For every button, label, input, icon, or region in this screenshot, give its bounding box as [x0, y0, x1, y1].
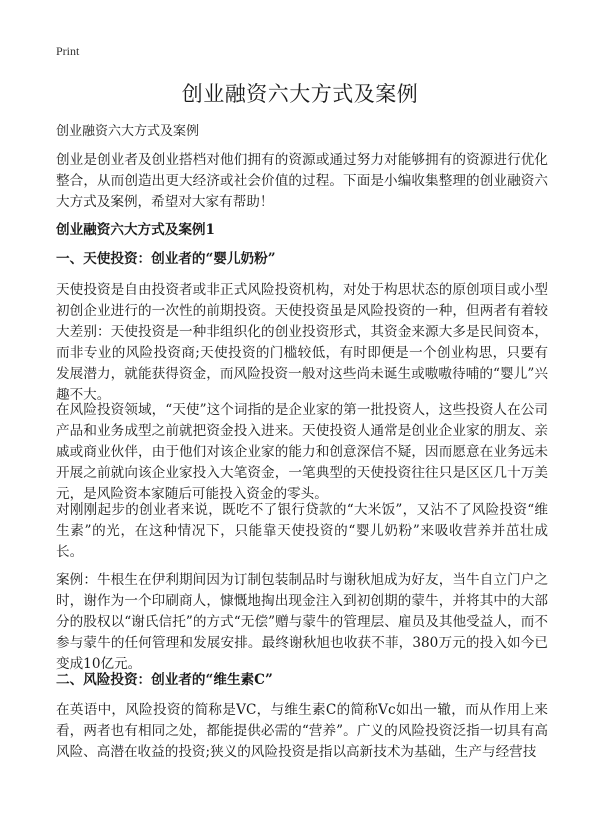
vc-paragraph-1: 在英语中，风险投资的简称是VC，与维生素C的简称Vc如出一辙，而从作用上来看，两者也有相同之处，都能提供必需的“营养”。广义的风险投资泛指一切具有高风险、高潜在收益的投资;狭义的风险投资是指以高新技术为基础，生产与经营技 — [56, 702, 548, 760]
section-heading-vc: 二、风险投资：创业者的“维生素C” — [56, 672, 273, 688]
angel-paragraph-3: 对刚刚起步的创业者来说，既吃不了银行贷款的“大米饭”，又沾不了风险投资“维生素”的光，在这种情况下，只能靠天使投资的“婴儿奶粉”来吸收营养并茁壮成长。 — [56, 502, 548, 560]
angel-case-paragraph: 案例：牛根生在伊利期间因为订制包装制品时与谢秋旭成为好友，当牛自立门户之时，谢作为一个印刷商人，慷慨地掏出现金注入到初创期的蒙牛，并将其中的大部分的股权以“谢氏信托”的方式“无偿”赠与蒙牛的管理层、雇员及其他受益人，而不参与蒙牛的任何管理和发展安排。最终谢秋旭也收获不菲，380万元的投入如今已变成10亿元。 — [56, 572, 548, 672]
section-heading-angel: 一、天使投资：创业者的“婴儿奶粉” — [56, 251, 276, 267]
angel-paragraph-2: 在风险投资领域，“天使”这个词指的是企业家的第一批投资人，这些投资人在公司产品和业务成型之前就把资金投入进来。天使投资人通常是创业企业家的朋友、亲戚或商业伙伴，由于他们对该企业家的能力和创意深信不疑，因而愿意在业务远未开展之前就向该企业家投入大笔资金，一笔典型的天使投资往往只是区区几十万美元，是风险资本家随后可能投入资金的零头。 — [56, 402, 548, 502]
print-label[interactable]: Print — [56, 44, 80, 58]
document-subtitle: 创业融资六大方式及案例 — [56, 124, 200, 139]
case-heading: 创业融资六大方式及案例1 — [56, 222, 215, 238]
angel-paragraph-1: 天使投资是自由投资者或非正式风险投资机构，对处于构思状态的原创项目或小型初创企业进行的一次性的前期投资。天使投资虽是风险投资的一种，但两者有着较大差别：天使投资是一种非组织化的创业投资形式，其资金来源大多是民间资本，而非专业的风险投资商;天使投资的门槛较低，有时即便是一个创业构思，只要有发展潜力，就能获得资金，而风险投资一般对这些尚未诞生或嗷嗷待哺的“婴儿”兴趣不大。 — [56, 282, 548, 403]
intro-paragraph: 创业是创业者及创业搭档对他们拥有的资源或通过努力对能够拥有的资源进行优化整合，从而创造出更大经济或社会价值的过程。下面是小编收集整理的创业融资六大方式及案例，希望对大家有帮助！ — [56, 152, 548, 210]
document-title: 创业融资六大方式及案例 — [181, 82, 419, 106]
